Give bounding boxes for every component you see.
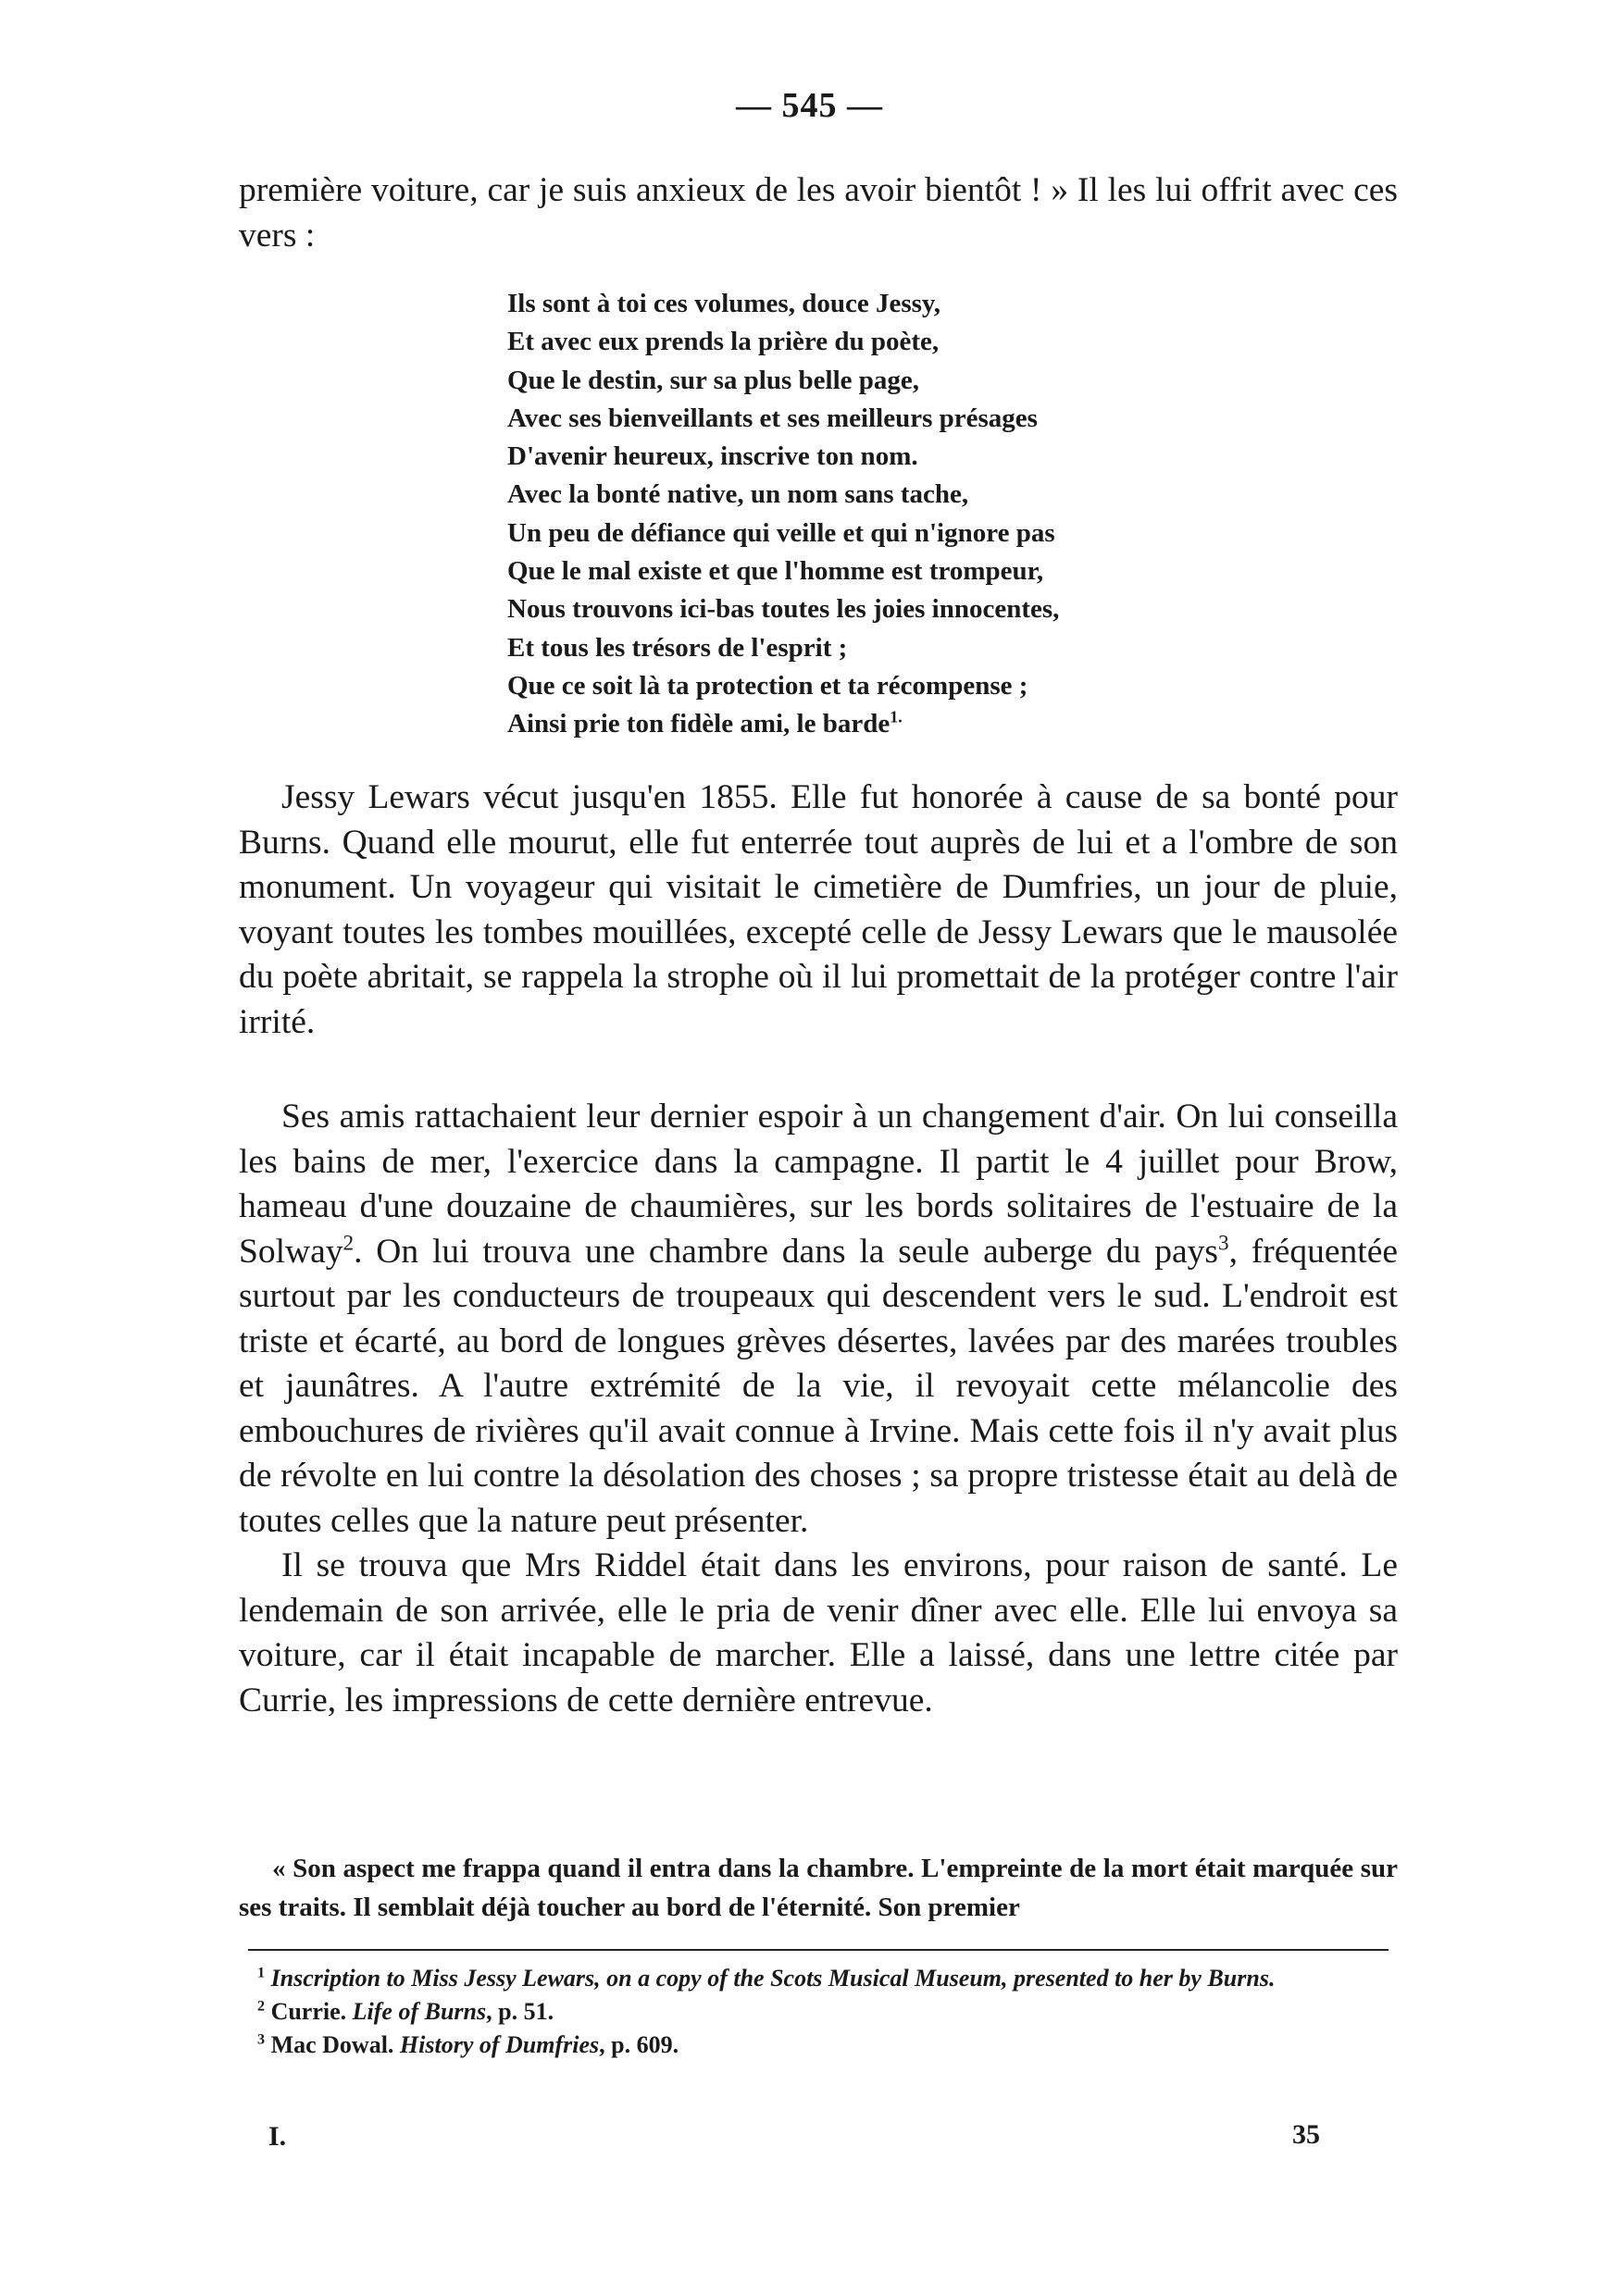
footnote-ref-3: 3: [1217, 1231, 1229, 1255]
footnote-ref-1: 1.: [890, 707, 903, 726]
opening-text: première voiture, car je suis anxieux de les avoir bientôt ! » Il les lui offrit avec ces vers :: [239, 171, 1398, 254]
footnote-page: , p. 609.: [599, 2031, 679, 2058]
poem: [507, 285, 1059, 744]
paragraph-jessy-text: Jessy Lewars vécut jusqu'en 1855. Elle fut honorée à cause de sa bonté pour Burns. Quand elle mourut, elle fut enterrée tout auprès de lui et a l'ombre de son monument. Un voyageur qui visitait le cimetière de Dumfries, un jour de pluie, voyant toutes les tombes mouillées, excepté celle de Jessy Lewars que le mausolée du poète abritait, se rappela la strophe où il lui promettait de la protéger contre l'air irrité.: [239, 778, 1398, 1041]
paragraph-brow: [239, 1095, 1398, 1544]
brow-text-part-1: Ses amis rattachaient leur dernier espoir à un changement d'air. On lui conseilla les bains de mer, l'exercice dans la campagne. Il partit le 4 juillet pour Brow, hameau d'une douzaine de chaumières, sur les bords solitaires de l'estuaire de la Solway: [239, 1098, 1398, 1271]
footnote-number: 1: [257, 1965, 266, 1981]
footnote-title: Inscription to Miss Jessy Lewars, on a copy of the Scots Musical Museum, presented to her by Burns.: [270, 1965, 1276, 1992]
paragraph-jessy-lewars: [239, 776, 1398, 1045]
footnote-page: , p. 51.: [486, 1998, 554, 2025]
footnote-author: Mac Dowal.: [270, 2031, 400, 2058]
paragraph-riddel: Il se trouva que Mrs Riddel était dans les environs, pour raison de santé. Le lendemain de son arrivée, elle le pria de venir dîner avec elle. Elle lui envoya sa voiture, car il était incapable de marcher. Elle a laissé, dans une lettre citée par Currie, les impressions de cette dernière entrevue.: [239, 1546, 1398, 1719]
poem-line: Que ce soit là ta protection et ta récompense ;: [507, 670, 1028, 701]
poem-line: Avec la bonté native, un nom sans tache,: [507, 479, 969, 510]
poem-line: Et tous les trésors de l'esprit ;: [507, 632, 848, 663]
gathering-number: 35: [1292, 2119, 1320, 2150]
footnote-title: Life of Burns: [352, 1998, 487, 2025]
footnote-divider: [248, 1949, 1389, 1951]
letter-quotation: [239, 1849, 1398, 1927]
poem-line: [507, 705, 1059, 743]
page-number: — 545 —: [736, 86, 883, 125]
poem-line: Nous trouvons ici-bas toutes les joies innocentes,: [507, 594, 1060, 625]
footnote-1: [239, 1962, 1398, 1995]
footnote-3: [239, 2029, 1398, 2062]
poem-last-line-text: Ainsi prie ton fidèle ami, le barde: [507, 709, 890, 739]
footnote-number: 2: [257, 1998, 266, 2015]
poem-line: Que le destin, sur sa plus belle page,: [507, 365, 919, 395]
poem-line: Et avec eux prends la prière du poète,: [507, 327, 940, 357]
footnote-number: 3: [257, 2031, 266, 2048]
poem-line: Ils sont à toi ces volumes, douce Jessy,: [507, 289, 941, 318]
brow-text-part-2: . On lui trouva une chambre dans la seule auberge du pays: [354, 1232, 1218, 1271]
paragraph-brow-and-riddel: [239, 1095, 1398, 1723]
quotation-text: « Son aspect me frappa quand il entra dans la chambre. L'empreinte de la mort était marquée sur ses traits. Il semblait déjà toucher au bord de l'éternité. Son premier: [239, 1854, 1398, 1922]
footnote-author: Currie.: [270, 1998, 353, 2025]
signature-mark: I.: [268, 2121, 287, 2152]
brow-text-part-3: , fréquentée surtout par les conducteurs de troupeaux qui descendent vers le sud. L'endroit est triste et écarté, au bord de longues grèves désertes, lavées par des marées troubles et jaunâtres. A l'autre extrémité de la vie, il revoyait cette mélancolie des embouchures de rivières qu'il avait connue à Irvine. Mais cette fois il n'y avait plus de révolte en lui contre la désolation des choses ; sa propre tristesse était au delà de toutes celles que la nature peut présenter.: [239, 1232, 1398, 1540]
opening-paragraph: [239, 168, 1398, 258]
footnotes: [239, 1962, 1398, 2062]
footnote-2: [239, 1995, 1398, 2029]
footnote-title: History of Dumfries: [399, 2031, 600, 2058]
poem-line: Que le mal existe et que l'homme est trompeur,: [507, 556, 1044, 587]
poem-line: Avec ses bienveillants et ses meilleurs présages: [507, 403, 1038, 433]
poem-line: D'avenir heureux, inscrive ton nom.: [507, 441, 918, 472]
footnote-ref-2: 2: [342, 1231, 355, 1255]
poem-line: Un peu de défiance qui veille et qui n'ignore pas: [507, 517, 1055, 548]
